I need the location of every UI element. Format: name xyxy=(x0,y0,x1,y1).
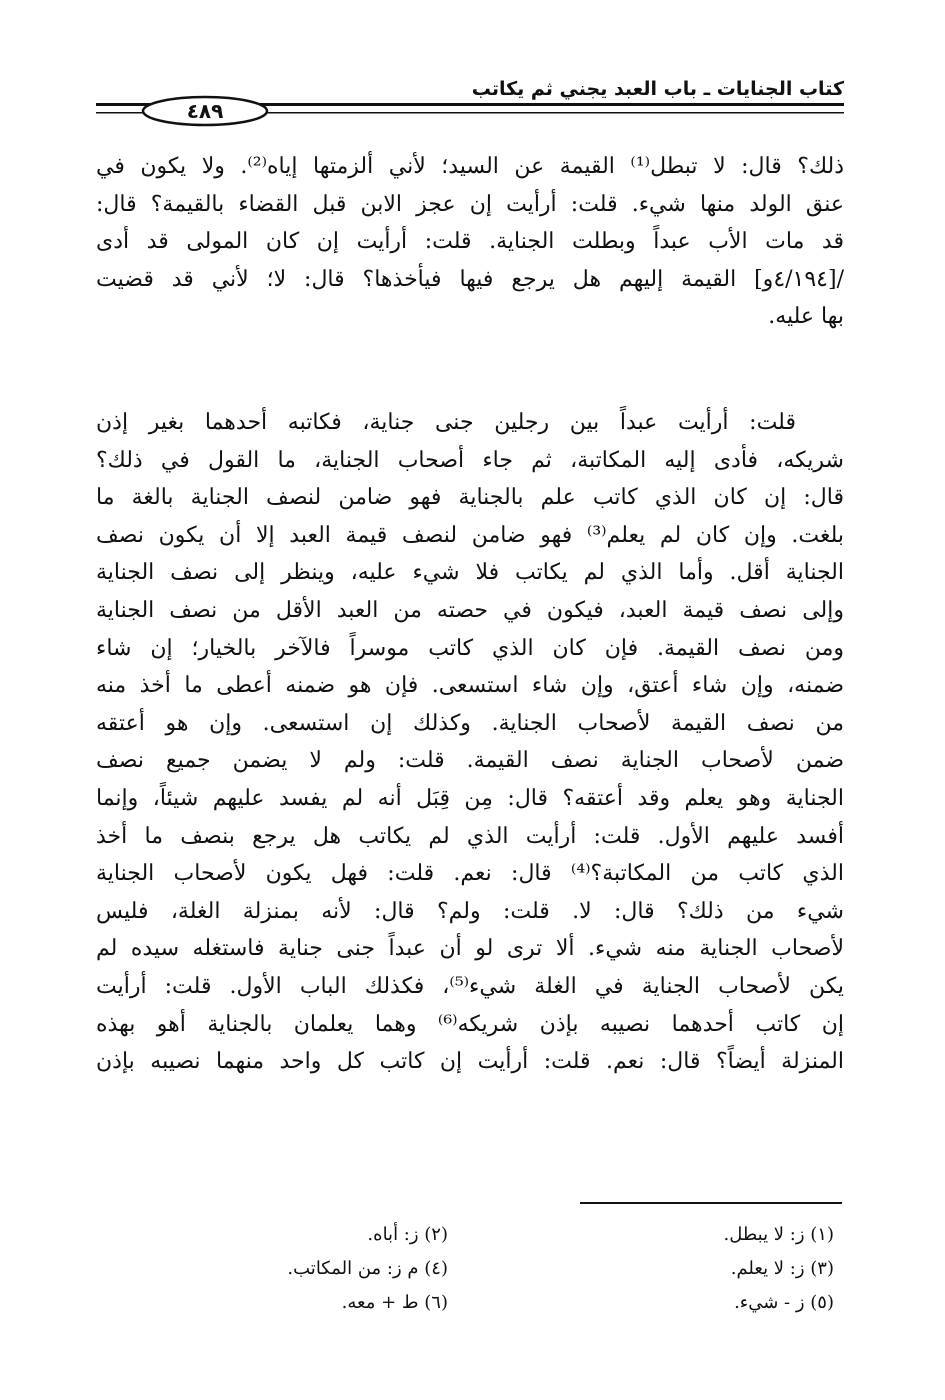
text-line: الجناية أقل. وأما الذي لم يكاتب فلا شيء عليه، وينظر إلى نصف الجناية xyxy=(96,560,844,586)
text-line: المنزلة أيضاً؟ قال: نعم. قلت: أرأيت إن كاتب كل واحد منهما نصيبه بإذن xyxy=(96,1049,844,1075)
text-line: بها عليه. xyxy=(768,304,844,330)
paragraph-2 xyxy=(96,404,844,1081)
paragraph-1 xyxy=(96,148,844,336)
page-number: ٤٨٩ xyxy=(186,99,224,123)
page-header xyxy=(96,78,844,128)
footnote: (١) ز: لا يبطل. xyxy=(723,1224,834,1245)
footnote: (٢) ز: أباه. xyxy=(367,1224,448,1245)
text-line: الجناية وهو يعلم وقد أعتقه؟ قال: مِن قِبَل أنه لم يفسد عليهم شيئاً، وإنما xyxy=(96,785,844,811)
text-line: من نصف القيمة لأصحاب الجناية. وكذلك إن استسعى. وإن هو أعتقه xyxy=(96,710,844,736)
text-line: بلغت. وإن كان لم يعلم⁽³⁾ فهو ضامن لنصف قيمة العبد إلا أن يكون نصف xyxy=(96,522,844,548)
text-line: لأصحاب الجناية منه شيء. ألا ترى لو أن عبداً جنى جناية فاستغله سيده لم xyxy=(96,936,844,962)
text-line: قال: إن كان الذي كاتب علم بالجناية فهو ضامن لنصف الجناية بالغة ما xyxy=(96,485,844,511)
text-line: ضمن لأصحاب الجناية نصف القيمة. قلت: ولم لا يضمن جميع نصف xyxy=(96,748,844,774)
text-line: شريكه، فأدى إليه المكاتبة، ثم جاء أصحاب الجناية، ما القول في ذلك؟ xyxy=(96,447,844,473)
text-line: إن كاتب أحدهما نصيبه بإذن شريكه⁽⁶⁾ وهما يعلمان بالجناية أهو بهذه xyxy=(96,1011,844,1037)
text-line: ذلك؟ قال: لا تبطل⁽¹⁾ القيمة عن السيد؛ لأني ألزمتها إياه⁽²⁾. ولا يكون في xyxy=(96,154,844,179)
footnote: (٥) ز - شيء. xyxy=(734,1292,834,1313)
footnote: (٤) م ز: من المكاتب. xyxy=(287,1258,448,1279)
text-line: شيء من ذلك؟ قال: لا. قلت: ولم؟ قال: لأنه بمنزلة الغلة، فليس xyxy=(96,898,844,924)
text-line: قلت: أرأيت عبداً بين رجلين جنى جناية، فكاتبه أحدهما بغير إذن xyxy=(96,410,796,435)
footnote-separator xyxy=(580,1202,842,1204)
footnotes-right-column xyxy=(554,1218,834,1320)
footnotes-left-column xyxy=(168,1218,448,1320)
text-line: قد مات الأب عبداً وبطلت الجناية. قلت: أرأيت إن كان المولى قد أدى xyxy=(96,229,844,255)
text-line: ضمنه، وإن شاء أعتق، وإن شاء استسعى. فإن هو ضمنه أعطى ما أخذ منه xyxy=(96,673,844,699)
footnote: (٣) ز: لا يعلم. xyxy=(730,1258,834,1279)
text-line: يكن لأصحاب الجناية في الغلة شيء⁽⁵⁾، فكذلك الباب الأول. قلت: أرأيت xyxy=(96,973,845,999)
running-title: كتاب الجنايات ـ باب العبد يجني ثم يكاتب xyxy=(471,78,844,100)
footnote: (٦) ط + معه. xyxy=(341,1292,448,1313)
text-line: /[٤/١٩٤و] القيمة إليهم هل يرجع فيها فيأخذها؟ قال: لا؛ لأني قد قضيت xyxy=(96,266,844,292)
text-line: عنق الولد منها شيء. قلت: أرأيت إن عجز الابن قبل القضاء بالقيمة؟ قال: xyxy=(96,191,844,217)
text-line: الذي كاتب من المكاتبة؟⁽⁴⁾ قال: نعم. قلت: فهل يكون لأصحاب الجناية xyxy=(96,861,845,887)
text-line: أفسد عليهم الأول. قلت: أرأيت الذي لم يكاتب هل يرجع بنصف ما أخذ xyxy=(96,823,844,849)
text-line: وإلى نصف قيمة العبد، فيكون في حصته من العبد الأقل من نصف الجناية xyxy=(96,597,844,623)
text-line: ومن نصف القيمة. فإن كان الذي كاتب موسراً فالآخر بالخيار؛ إن شاء xyxy=(96,635,844,661)
